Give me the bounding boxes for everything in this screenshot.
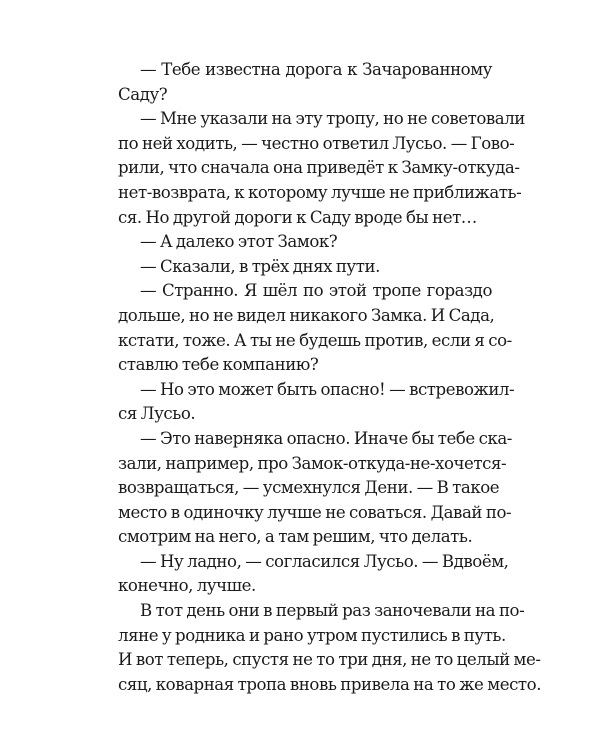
text-line: конечно, лучше. bbox=[118, 576, 256, 596]
text-line: — Это наверняка опасно. Иначе бы тебе ска- bbox=[140, 428, 512, 448]
text-line: ся. Но другой дороги к Саду вроде бы нет… bbox=[118, 207, 477, 227]
text-line: В тот день они в первый раз заночевали на по- bbox=[140, 601, 525, 621]
text-line: ляне у родника и рано утром пустились в путь. bbox=[118, 625, 506, 645]
text-line: — Сказали, в трёх днях пути. bbox=[140, 256, 380, 276]
text-line: рили, что сначала она приведёт к Замку-откуда- bbox=[118, 158, 520, 178]
text-line: зали, например, про Замок-откуда-не-хочется- bbox=[118, 453, 507, 473]
text-line: кстати, тоже. А ты не будешь против, если я со- bbox=[118, 330, 512, 350]
text-line: — Мне указали на эту тропу, но не советовали bbox=[140, 109, 525, 129]
text-line: — Ну ладно, — согласился Лусьо. — Вдвоём, bbox=[140, 551, 509, 571]
text-line: сяц, коварная тропа вновь привела на то же место. bbox=[118, 674, 542, 694]
text-column bbox=[118, 58, 542, 697]
text-line: нет-возврата, к которому лучше не приближать- bbox=[118, 182, 522, 202]
text-line: ся Лусьо. bbox=[118, 404, 196, 424]
text-line: дольше, но не видел никакого Замка. И Сада, bbox=[118, 305, 495, 325]
text-line: возвращаться, — усмехнулся Дени. — В такое bbox=[118, 478, 500, 498]
text-line: — Странно. Я шёл по этой тропе гораздо bbox=[140, 281, 492, 301]
text-line: — Тебе известна дорога к Зачарованному bbox=[140, 60, 492, 79]
text-line: место в одиночку лучше не соваться. Давай по- bbox=[118, 502, 512, 522]
text-line: — А далеко этот Замок? bbox=[140, 232, 338, 252]
text-line: И вот теперь, спустя не то три дня, не то целый ме- bbox=[118, 650, 541, 670]
text-line: Саду? bbox=[118, 84, 168, 104]
text-line: — Но это может быть опасно! — встревожил- bbox=[140, 379, 515, 399]
text-line: смотрим на него, а там решим, что делать. bbox=[118, 527, 473, 547]
text-line: ставлю тебе компанию? bbox=[118, 355, 319, 375]
text-line: по ней ходить, — честно ответил Лусьо. — Гово- bbox=[118, 133, 515, 153]
